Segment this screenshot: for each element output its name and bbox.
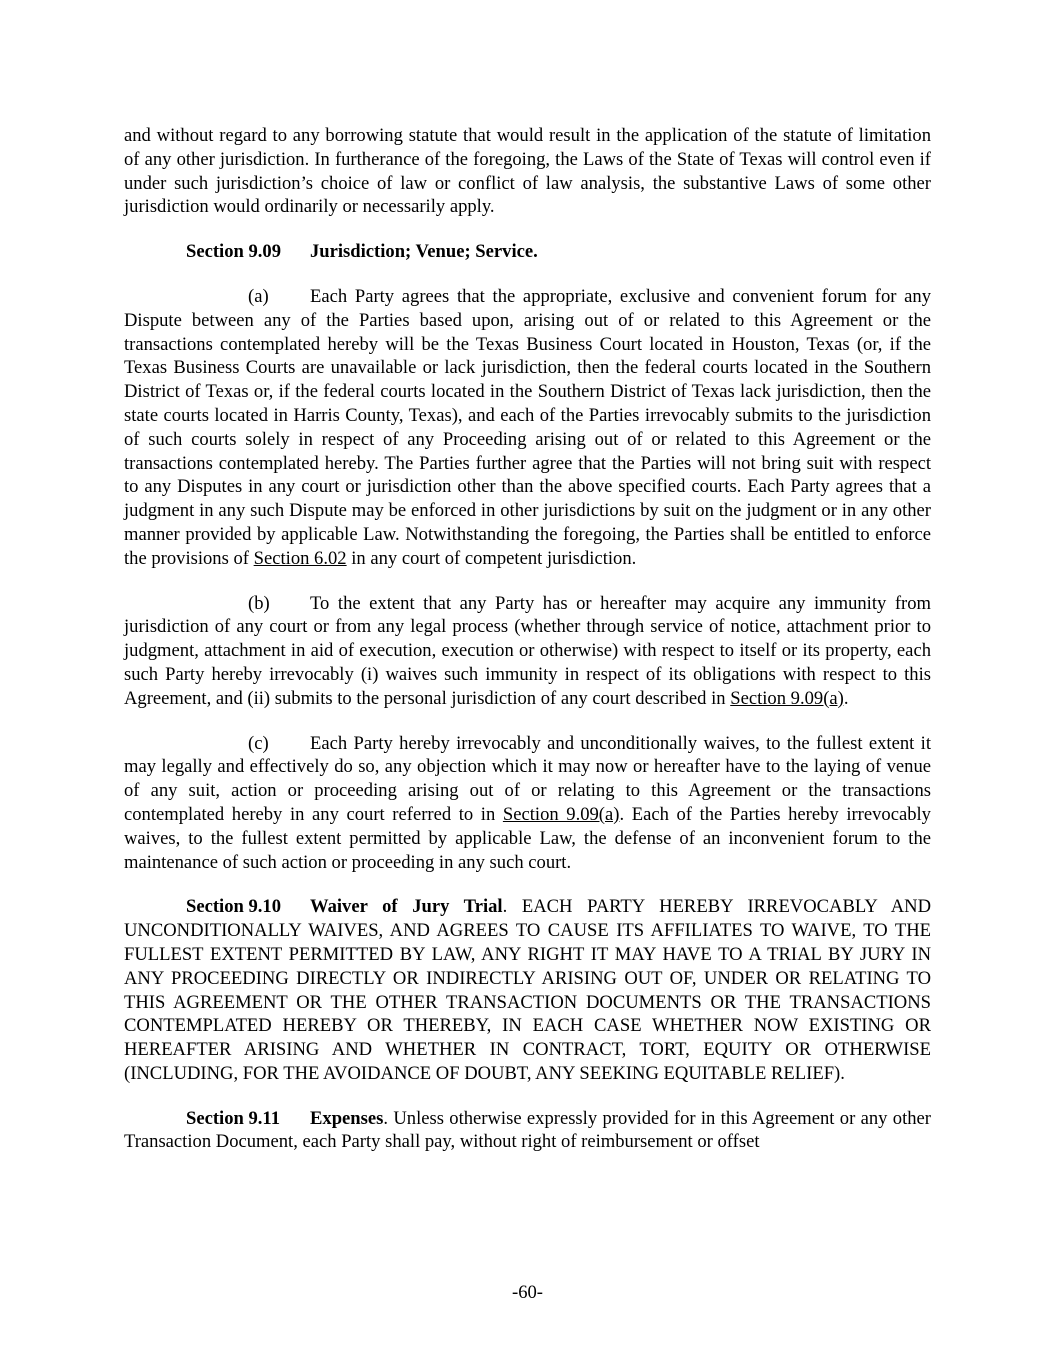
section-reference: Section 9.09(a) [502, 803, 620, 825]
subsection-c [124, 732, 931, 875]
section-reference: Section 9.09(a) [730, 687, 844, 709]
subsection-text-end: . Each of the Parties hereby irrevocably waives, to the fullest extent permitted by applicable Law, the defense of an inconvenient forum to the maintenance of such action or proceeding in any such court. [124, 803, 931, 873]
section-number: Section 9.11 [186, 1107, 281, 1129]
section-reference: Section 6.02 [253, 547, 347, 569]
section-text: . EACH PARTY HEREBY IRREVOCABLY AND UNCONDITIONALLY WAIVES, AND AGREES TO CAUSE ITS AFFILIATES TO WAIVE, TO THE FULLEST EXTENT PERMITTED BY LAW, ANY RIGHT IT MAY HAVE TO A TRIAL BY JURY IN ANY PROCEEDING DIRECTLY OR INDIRECTLY ARISING OUT OF, UNDER OR RELATING TO THIS AGREEMENT OR THE OTHER TRANSACTION DOCUMENTS OR THE TRANSACTIONS CONTEMPLATED HEREBY OR THEREBY, IN EACH CASE WHETHER NOW EXISTING OR HEREAFTER ARISING AND WHETHER IN CONTRACT, TORT, EQUITY OR OTHERWISE (INCLUDING, FOR THE AVOIDANCE OF DOUBT, ANY SEEKING EQUITABLE RELIEF). [124, 896, 931, 1084]
subsection-text: To the extent that any Party has or hereafter may acquire any immunity from jurisdiction of any court or from any legal process (whether through service of notice, attachment prior to judgment, attachment in aid of execution, execution or otherwise) with respect to itself or its property, each such Party hereby irrevocably (i) waives such immunity in respect of its obligations with respect to this Agreement, and (ii) submits to the personal jurisdiction of any court described in [124, 592, 931, 709]
section-title: Waiver of Jury Trial [310, 896, 503, 918]
continuation-paragraph: and without regard to any borrowing statute that would result in the application of the statute of limitation of any other jurisdiction. In furtherance of the foregoing, the Laws of the State of Texas will control even if under such jurisdiction’s choice of law or conflict of law analysis, the substantive Laws of some other jurisdiction would ordinarily or necessarily apply. [124, 125, 931, 218]
subsection-label: (a) [248, 285, 269, 307]
subsection-text: Each Party agrees that the appropriate, exclusive and convenient forum for any Dispute between any of the Parties based upon, arising out of or related to this Agreement or the transactions contemplated hereby will be the Texas Business Court located in Houston, Texas (or, if the Texas Business Courts are unavailable or lack jurisdiction, then the federal courts located in the Southern District of Texas or, if the federal courts located in the Southern District of Texas lack jurisdiction, then the state courts located in Harris County, Texas), and each of the Parties irrevocably submits to the jurisdiction of such courts solely in respect of any Proceeding arising out of or related to this Agreement or the transactions contemplated hereby. The Parties further agree that the Parties will not bring suit with respect to any Disputes in any court or jurisdiction other than the above specified courts. Each Party agrees that a judgment in any such Dispute may be enforced in other jurisdictions by suit on the judgment or in any other manner provided by applicable Law. Notwithstanding the foregoing, the Parties shall be entitled to enforce the provisions of [124, 285, 931, 569]
section-title: Expenses [310, 1107, 384, 1129]
subsection-b [124, 592, 931, 711]
section-text: . Unless otherwise expressly provided for in this Agreement or any other Transaction Document, each Party shall pay, without right of reimbursement or offset [124, 1107, 931, 1153]
subsection-text-end: in any court of competent jurisdiction. [346, 547, 637, 569]
subsection-a [124, 285, 931, 571]
section-title: Jurisdiction; Venue; Service. [310, 241, 538, 263]
subsection-text-end: . [843, 687, 849, 709]
section-9-09-heading [124, 240, 931, 264]
subsection-label: (c) [248, 732, 269, 754]
section-number: Section 9.09 [186, 241, 282, 263]
subsection-text: Each Party hereby irrevocably and unconditionally waives, to the fullest extent it may legally and effectively do so, any objection which it may now or hereafter have to the laying of venue of any suit, action or proceeding arising out of or relating to this Agreement or the transactions contemplated hereby in any court referred to in [124, 732, 931, 825]
section-number: Section 9.10 [186, 896, 282, 918]
subsection-label: (b) [248, 592, 270, 614]
section-9-11 [124, 1107, 931, 1155]
page-number: -60- [512, 1282, 543, 1303]
document-page [124, 124, 931, 1175]
section-9-10 [124, 895, 931, 1085]
